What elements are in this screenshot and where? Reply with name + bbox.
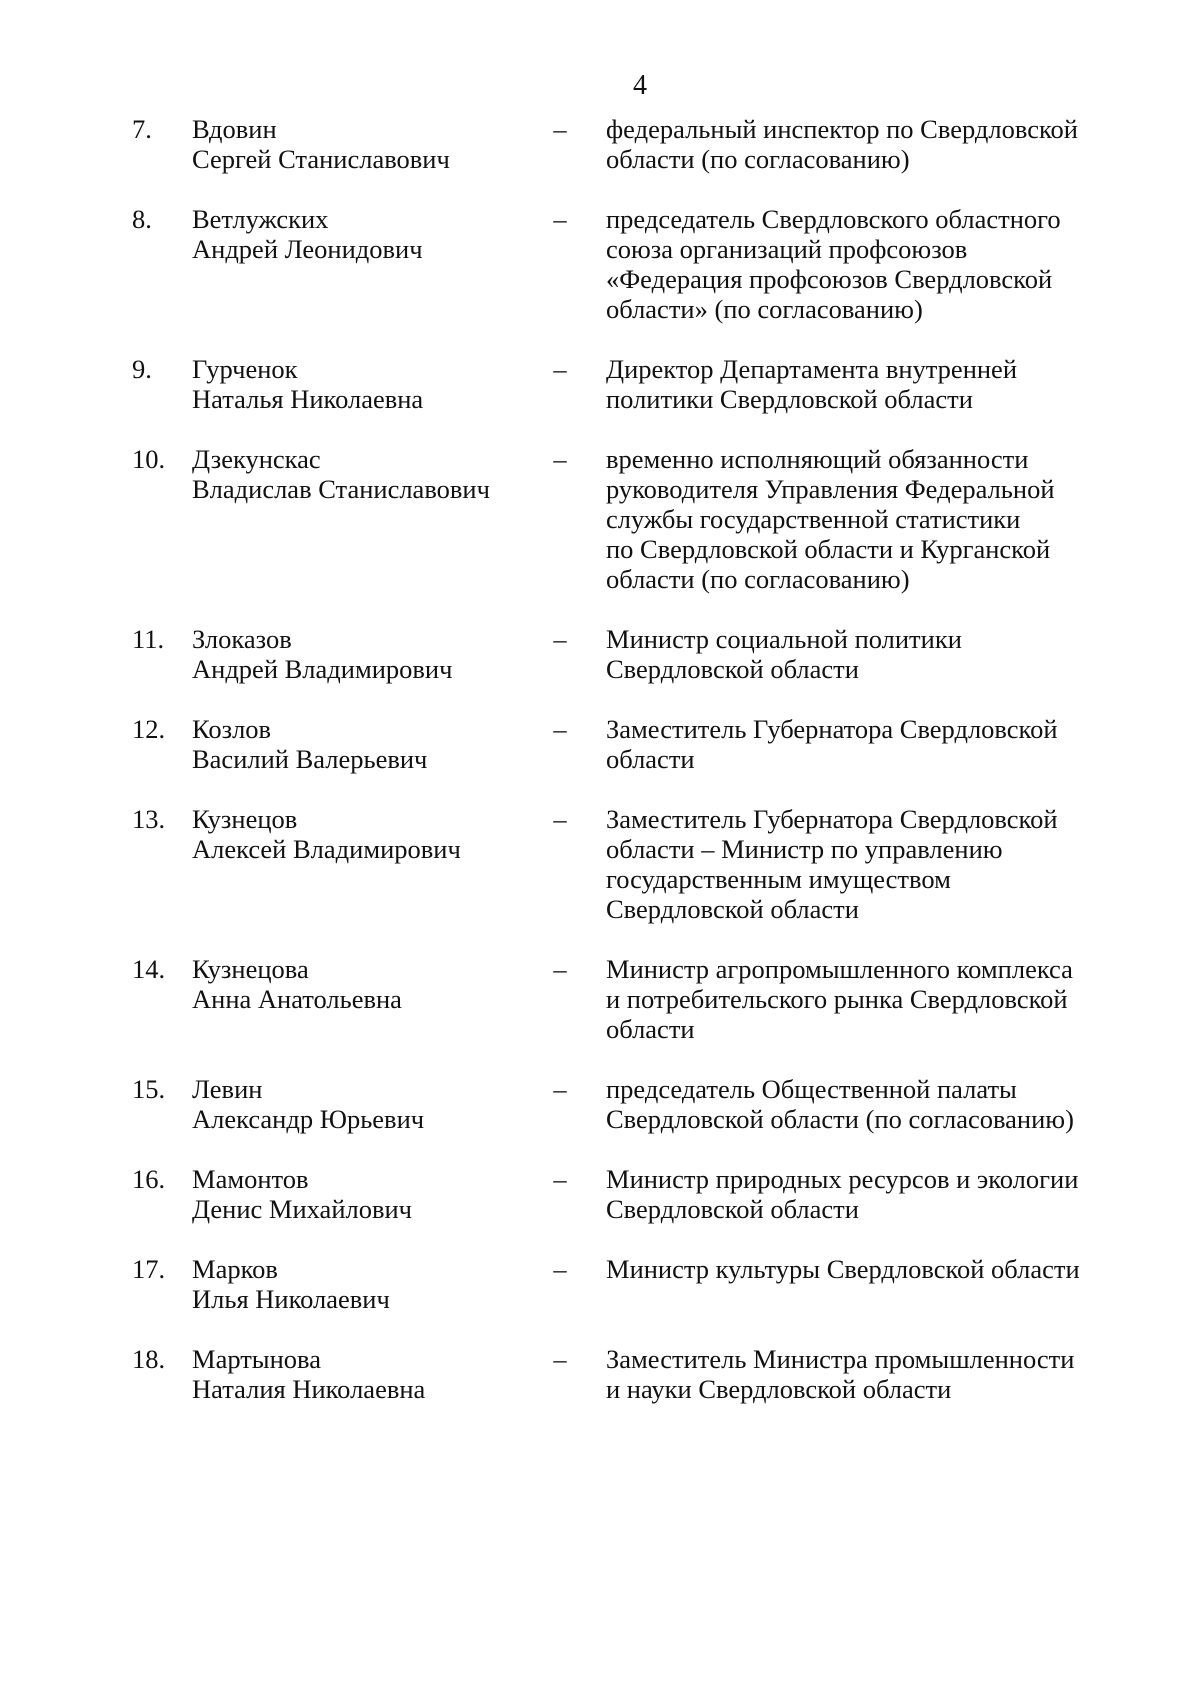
item-number: 7. (132, 114, 152, 144)
position-description (606, 714, 1126, 774)
separator-dash: – (553, 204, 567, 234)
description-line: председатель Свердловского областного (606, 204, 1061, 234)
description-line: области (606, 744, 695, 774)
description-line: руководителя Управления Федеральной (606, 474, 1055, 504)
description-line: области» (по согласованию) (606, 294, 923, 324)
person-given-names: Андрей Леонидович (192, 234, 423, 264)
description-line: и науки Свердловской области (606, 1374, 952, 1404)
position-description (606, 114, 1126, 174)
person-surname: Марков (192, 1254, 278, 1284)
description-line: председатель Общественной палаты (606, 1074, 1017, 1104)
person-name (192, 714, 542, 774)
description-line: по Свердловской области и Курганской (606, 534, 1051, 564)
description-line: Свердловской области (606, 894, 859, 924)
item-number: 16. (132, 1164, 166, 1194)
description-line: временно исполняющий обязанности (606, 444, 1029, 474)
description-line: Заместитель Губернатора Свердловской (606, 804, 1058, 834)
person-surname: Ветлужских (192, 204, 329, 234)
item-number: 12. (132, 714, 166, 744)
person-surname: Мамонтов (192, 1164, 309, 1194)
separator-dash: – (553, 354, 567, 384)
person-given-names: Наталия Николаевна (192, 1374, 426, 1404)
position-description (606, 954, 1126, 1044)
description-line: службы государственной статистики (606, 504, 1021, 534)
person-surname: Козлов (192, 714, 272, 744)
position-description (606, 1164, 1126, 1224)
separator-dash: – (553, 1164, 567, 1194)
item-number: 8. (132, 204, 152, 234)
separator-dash: – (553, 1074, 567, 1104)
separator-dash: – (553, 444, 567, 474)
person-surname: Дзекунскас (192, 444, 321, 474)
person-surname: Кузнецова (192, 954, 309, 984)
person-name (192, 624, 542, 684)
description-line: области (по согласованию) (606, 564, 910, 594)
description-line: Свердловской области (по согласованию) (606, 1104, 1074, 1134)
person-given-names: Сергей Станиславович (192, 144, 450, 174)
person-surname: Вдовин (192, 114, 277, 144)
person-name (192, 204, 542, 264)
description-line: «Федерация профсоюзов Свердловской (606, 264, 1053, 294)
description-line: союза организаций профсоюзов (606, 234, 968, 264)
page-number: 4 (633, 70, 647, 101)
person-surname: Левин (192, 1074, 263, 1104)
separator-dash: – (553, 954, 567, 984)
person-surname: Злоказов (192, 624, 292, 654)
description-line: области (606, 1014, 695, 1044)
person-given-names: Александр Юрьевич (192, 1104, 425, 1134)
description-line: и потребительского рынка Свердловской (606, 984, 1068, 1014)
item-number: 13. (132, 804, 166, 834)
position-description (606, 354, 1126, 414)
separator-dash: – (553, 714, 567, 744)
person-surname: Мартынова (192, 1344, 321, 1374)
person-name (192, 954, 542, 1014)
description-line: Заместитель Губернатора Свердловской (606, 714, 1058, 744)
person-name (192, 804, 542, 864)
person-given-names: Наталья Николаевна (192, 384, 424, 414)
person-given-names: Денис Михайлович (192, 1194, 412, 1224)
position-description (606, 1344, 1126, 1404)
description-line: Свердловской области (606, 654, 859, 684)
person-given-names: Андрей Владимирович (192, 654, 453, 684)
description-line: государственным имуществом (606, 864, 951, 894)
person-surname: Гурченок (192, 354, 298, 384)
person-given-names: Владислав Станиславович (192, 474, 490, 504)
item-number: 18. (132, 1344, 166, 1374)
item-number: 17. (132, 1254, 166, 1284)
separator-dash: – (553, 1254, 567, 1284)
item-number: 14. (132, 954, 166, 984)
position-description (606, 624, 1126, 684)
person-given-names: Василий Валерьевич (192, 744, 428, 774)
person-given-names: Анна Анатольевна (192, 984, 402, 1014)
item-number: 9. (132, 354, 152, 384)
separator-dash: – (553, 1344, 567, 1374)
description-line: политики Свердловской области (606, 384, 973, 414)
description-line: Директор Департамента внутренней (606, 354, 1017, 384)
person-given-names: Илья Николаевич (192, 1284, 390, 1314)
person-surname: Кузнецов (192, 804, 298, 834)
person-name (192, 1164, 542, 1224)
position-description (606, 1254, 1126, 1284)
person-given-names: Алексей Владимирович (192, 834, 461, 864)
separator-dash: – (553, 624, 567, 654)
description-line: области – Министр по управлению (606, 834, 1003, 864)
person-name (192, 1254, 542, 1314)
person-name (192, 114, 542, 174)
description-line: Министр социальной политики (606, 624, 962, 654)
item-number: 11. (132, 624, 165, 654)
item-number: 10. (132, 444, 166, 474)
description-line: Министр природных ресурсов и экологии (606, 1164, 1079, 1194)
position-description (606, 804, 1126, 924)
description-line: Свердловской области (606, 1194, 859, 1224)
description-line: Министр культуры Свердловской области (606, 1254, 1080, 1284)
position-description (606, 444, 1126, 594)
person-name (192, 1344, 542, 1404)
person-name (192, 1074, 542, 1134)
description-line: Заместитель Министра промышленности (606, 1344, 1075, 1374)
item-number: 15. (132, 1074, 166, 1104)
separator-dash: – (553, 114, 567, 144)
description-line: области (по согласованию) (606, 144, 910, 174)
description-line: федеральный инспектор по Свердловской (606, 114, 1078, 144)
person-name (192, 444, 542, 504)
separator-dash: – (553, 804, 567, 834)
person-name (192, 354, 542, 414)
description-line: Министр агропромышленного комплекса (606, 954, 1073, 984)
position-description (606, 204, 1126, 324)
position-description (606, 1074, 1126, 1134)
